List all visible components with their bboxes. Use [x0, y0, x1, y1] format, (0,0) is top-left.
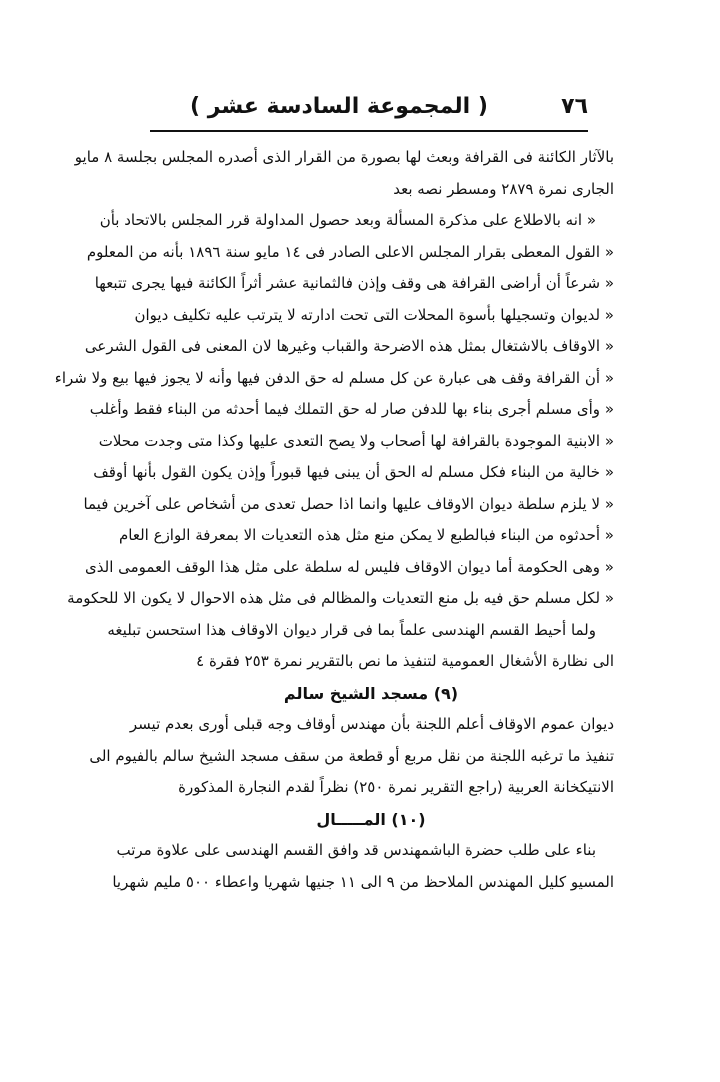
text-line: ولما أحيط القسم الهندسى علماً بما فى قرار ديوان الاوقاف هذا استحسن تبليغه [107, 620, 596, 639]
text-line: « خالية من البناء فكل مسلم له الحق أن يبنى فيها قبوراً وإذن يكون القول بأنها أوقف [93, 463, 614, 481]
section-heading: (١٠) المـــــال [316, 809, 426, 829]
section-heading: (٩) مسجد الشيخ سالم [283, 683, 459, 703]
page-number: ٧٦ [561, 94, 588, 119]
running-title: ( المجموعة السادسة عشر ) [190, 94, 488, 119]
text-line: المسيو كليل المهندس الملاحظ من ٩ الى ١١ جنيها شهريا واعطاء ٥٠٠ مليم شهريا [112, 872, 614, 891]
text-line: الجارى نمرة ٢٨٧٩ ومسطر نصه بعد [393, 179, 614, 198]
text-line: « وأى مسلم أجرى بناء بها للدفن صار له حق التملك فيما أحدثه من البناء فقط وأغلب [89, 400, 614, 418]
text-line: « أحدثوه من البناء فبالطبع لا يمكن منع مثل هذه التعديات الا بمعرفة الوازع العام [119, 526, 614, 544]
text-line: « القول المعطى بقرار المجلس الاعلى الصادر فى ١٤ مايو سنة ١٨٩٦ بأنه من المعلوم [86, 242, 614, 261]
text-line: « أن القرافة وقف هى عبارة عن كل مسلم له حق الدفن فيها وأنه لا يجوز فيها بيع ولا شراء [54, 368, 614, 387]
text-line: الانتيكخانة العربية (راجع التقرير نمرة ٢٥٠) نظراً لقدم النجارة المذكورة [178, 778, 614, 796]
text-line: « لكل مسلم حق فيه بل منع التعديات والمظالم فى مثل هذه الاحوال لا يكون الا للحكومة [67, 589, 614, 607]
body-text [54, 142, 614, 898]
text-line: تنفيذ ما ترغبه اللجنة من نقل مربع أو قطعة من سقف مسجد الشيخ سالم بالفيوم الى [89, 746, 614, 765]
text-line: « الاوقاف بالاشتغال بمثل هذه الاضرحة والقباب وغيرها لان المعنى فى القول الشرعى [84, 337, 614, 355]
text-line: « لا يلزم سلطة ديوان الاوقاف عليها وانما اذا حصل تعدى من أشخاص على آخرين فيما [83, 494, 614, 513]
text-line: « الابنية الموجودة بالقرافة لها أصحاب ولا يصح التعدى عليها وكذا متى وجدت محلات [98, 431, 614, 450]
header-rule [150, 130, 588, 132]
text-line: « انه بالاطلاع على مذكرة المسألة وبعد حصول المداولة قرر المجلس بالاتحاد بأن [99, 211, 596, 229]
text-line: الى نظارة الأشغال العمومية لتنفيذ ما نص بالتقرير نمرة ٢٥٣ فقرة ٤ [196, 652, 614, 670]
text-line: بناء على طلب حضرة الباشمهندس قد وافق القسم الهندسى على علاوة مرتب [116, 841, 596, 859]
text-line: « لديوان وتسجيلها بأسوة المحلات التى تحت ادارته لا يترتب عليه تكليف ديوان [134, 305, 614, 324]
page-header [150, 90, 588, 126]
text-line: « وهى الحكومة أما ديوان الاوقاف فليس له سلطة على مثل هذا الوقف العمومى الذى [85, 557, 614, 576]
text-line: ديوان عموم الاوقاف أعلم اللجنة بأن مهندس أوقاف وجه قبلى أورى بعدم تيسر [129, 715, 614, 733]
text-line: بالآثار الكائنة فى القرافة وبعث لها بصورة من القرار الذى أصدره المجلس بجلسة ٨ مايو [74, 148, 614, 166]
text-line: « شرعاً أن أراضى القرافة هى وقف وإذن فالثمانية عشر أثراً الكائنة فيها يجرى تتبعها [94, 274, 614, 292]
